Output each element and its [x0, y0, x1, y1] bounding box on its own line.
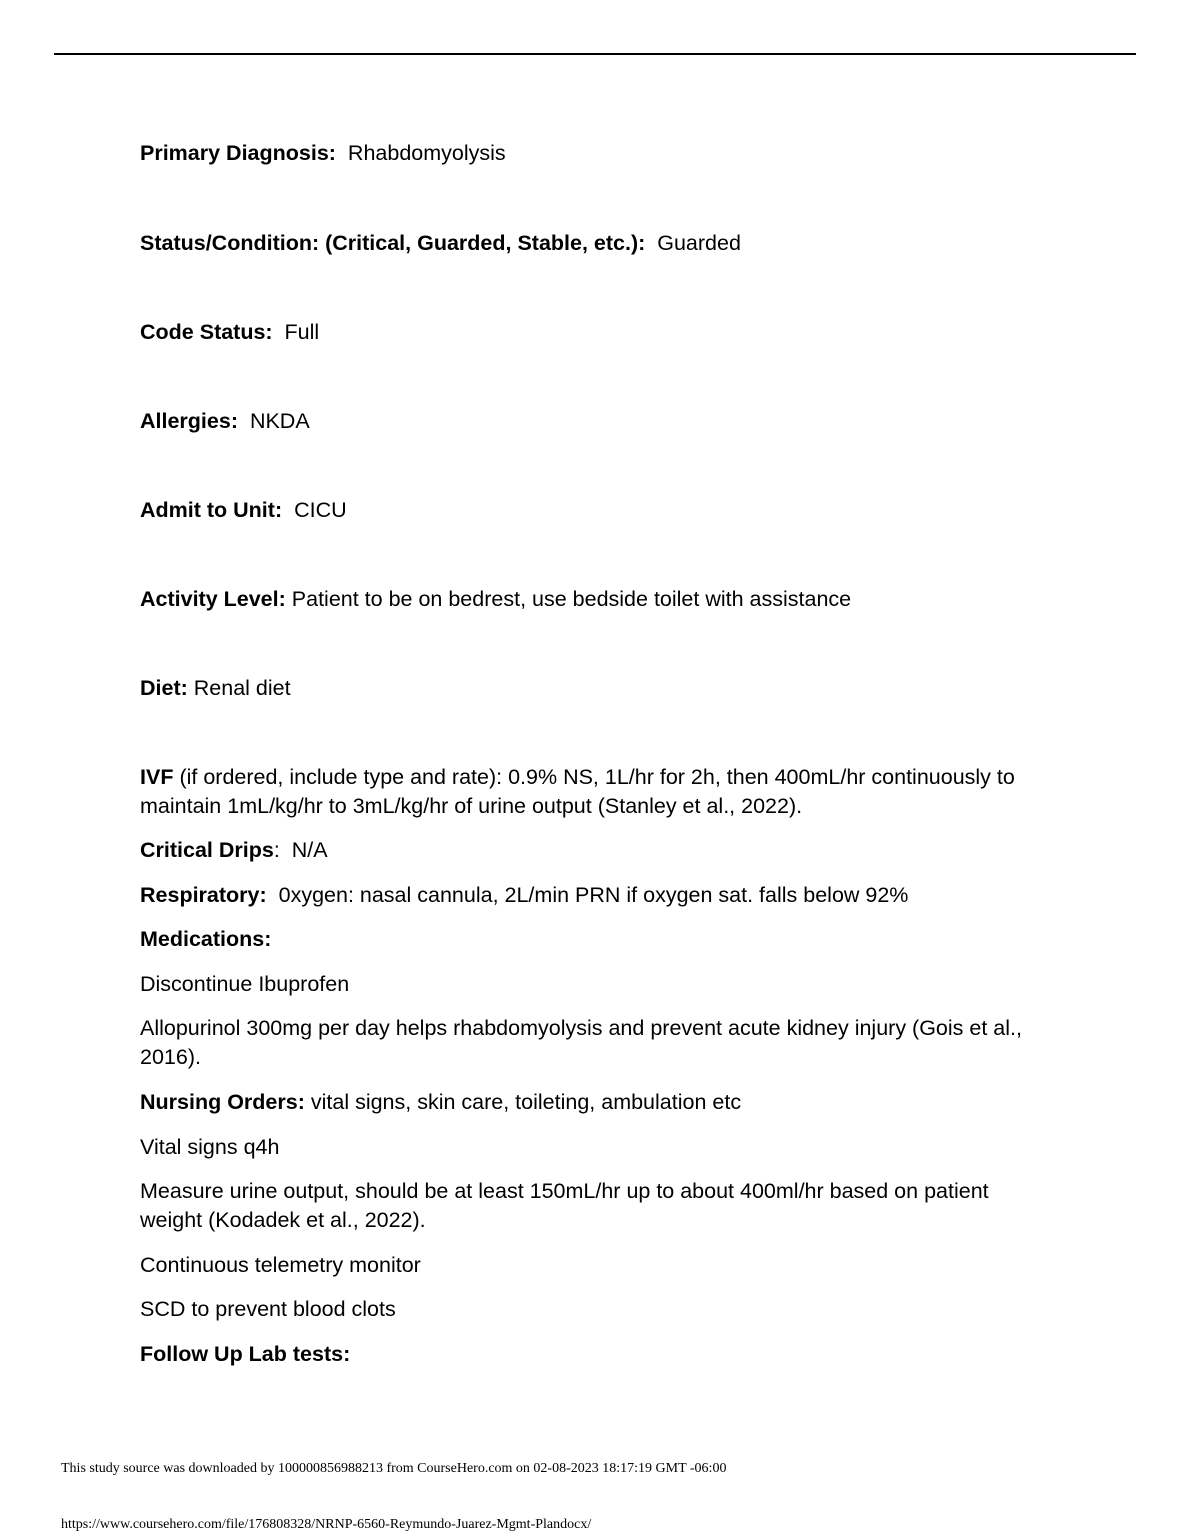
nursing-order-item: SCD to prevent blood clots	[140, 1297, 396, 1321]
nursing-orders-label: Nursing Orders:	[140, 1090, 305, 1114]
medications-heading: Medications:	[140, 927, 272, 951]
footer-source-line: This study source was downloaded by 100000856988213 from CourseHero.com on 02-08-2023 18:17:19 GMT -06:00	[61, 1461, 727, 1476]
code-status-row	[140, 318, 319, 347]
primary-diagnosis-value: Rhabdomyolysis	[347, 141, 506, 165]
primary-diagnosis-label: Primary Diagnosis:	[140, 141, 336, 165]
ivf-row	[140, 763, 1040, 821]
respiratory-row	[140, 881, 908, 910]
activity-level-row	[140, 585, 851, 614]
nursing-orders-row	[140, 1088, 741, 1117]
status-condition-row	[140, 229, 741, 258]
nursing-order-item: Measure urine output, should be at least 150mL/hr up to about 400ml/hr based on patient weight (Kodadek et al., 2022).	[140, 1179, 989, 1232]
footer-url: https://www.coursehero.com/file/176808328/NRNP-6560-Reymundo-Juarez-Mgmt-Plandocx/	[61, 1517, 592, 1532]
code-status-label: Code Status:	[140, 320, 273, 344]
top-rule	[54, 53, 1136, 55]
admit-unit-label: Admit to Unit:	[140, 498, 283, 522]
activity-level-label: Activity Level:	[140, 587, 286, 611]
nursing-orders-value: vital signs, skin care, toileting, ambulation etc	[310, 1090, 742, 1114]
respiratory-value: 0xygen: nasal cannula, 2L/min PRN if oxygen sat. falls below 92%	[278, 883, 909, 907]
admit-unit-row	[140, 496, 347, 525]
respiratory-label: Respiratory:	[140, 883, 267, 907]
critical-drips-value: : N/A	[273, 838, 328, 862]
critical-drips-row	[140, 836, 328, 865]
diet-row	[140, 674, 291, 703]
nursing-order-item: Vital signs q4h	[140, 1135, 280, 1159]
status-condition-label: Status/Condition: (Critical, Guarded, Stable, etc.):	[140, 231, 646, 255]
follow-up-heading: Follow Up Lab tests:	[140, 1342, 351, 1366]
allergies-value: NKDA	[249, 409, 310, 433]
diet-label: Diet:	[140, 676, 188, 700]
status-condition-value: Guarded	[657, 231, 741, 255]
ivf-value: (if ordered, include type and rate): 0.9% NS, 1L/hr for 2h, then 400mL/hr continuously to maintain 1mL/kg/hr to 3mL/kg/hr of urine output (Stanley et al., 2022).	[140, 765, 1015, 818]
medication-item: Allopurinol 300mg per day helps rhabdomyolysis and prevent acute kidney injury (Gois et al., 2016).	[140, 1016, 1022, 1069]
ivf-label: IVF	[140, 765, 174, 789]
allergies-label: Allergies:	[140, 409, 238, 433]
code-status-value: Full	[284, 320, 320, 344]
admit-unit-value: CICU	[294, 498, 347, 522]
nursing-order-item: Continuous telemetry monitor	[140, 1253, 421, 1277]
activity-level-value: Patient to be on bedrest, use bedside toilet with assistance	[291, 587, 852, 611]
allergies-row	[140, 407, 310, 436]
primary-diagnosis-row	[140, 139, 506, 168]
medication-item: Discontinue Ibuprofen	[140, 972, 350, 996]
diet-value: Renal diet	[193, 676, 291, 700]
critical-drips-label: Critical Drips	[140, 838, 274, 862]
